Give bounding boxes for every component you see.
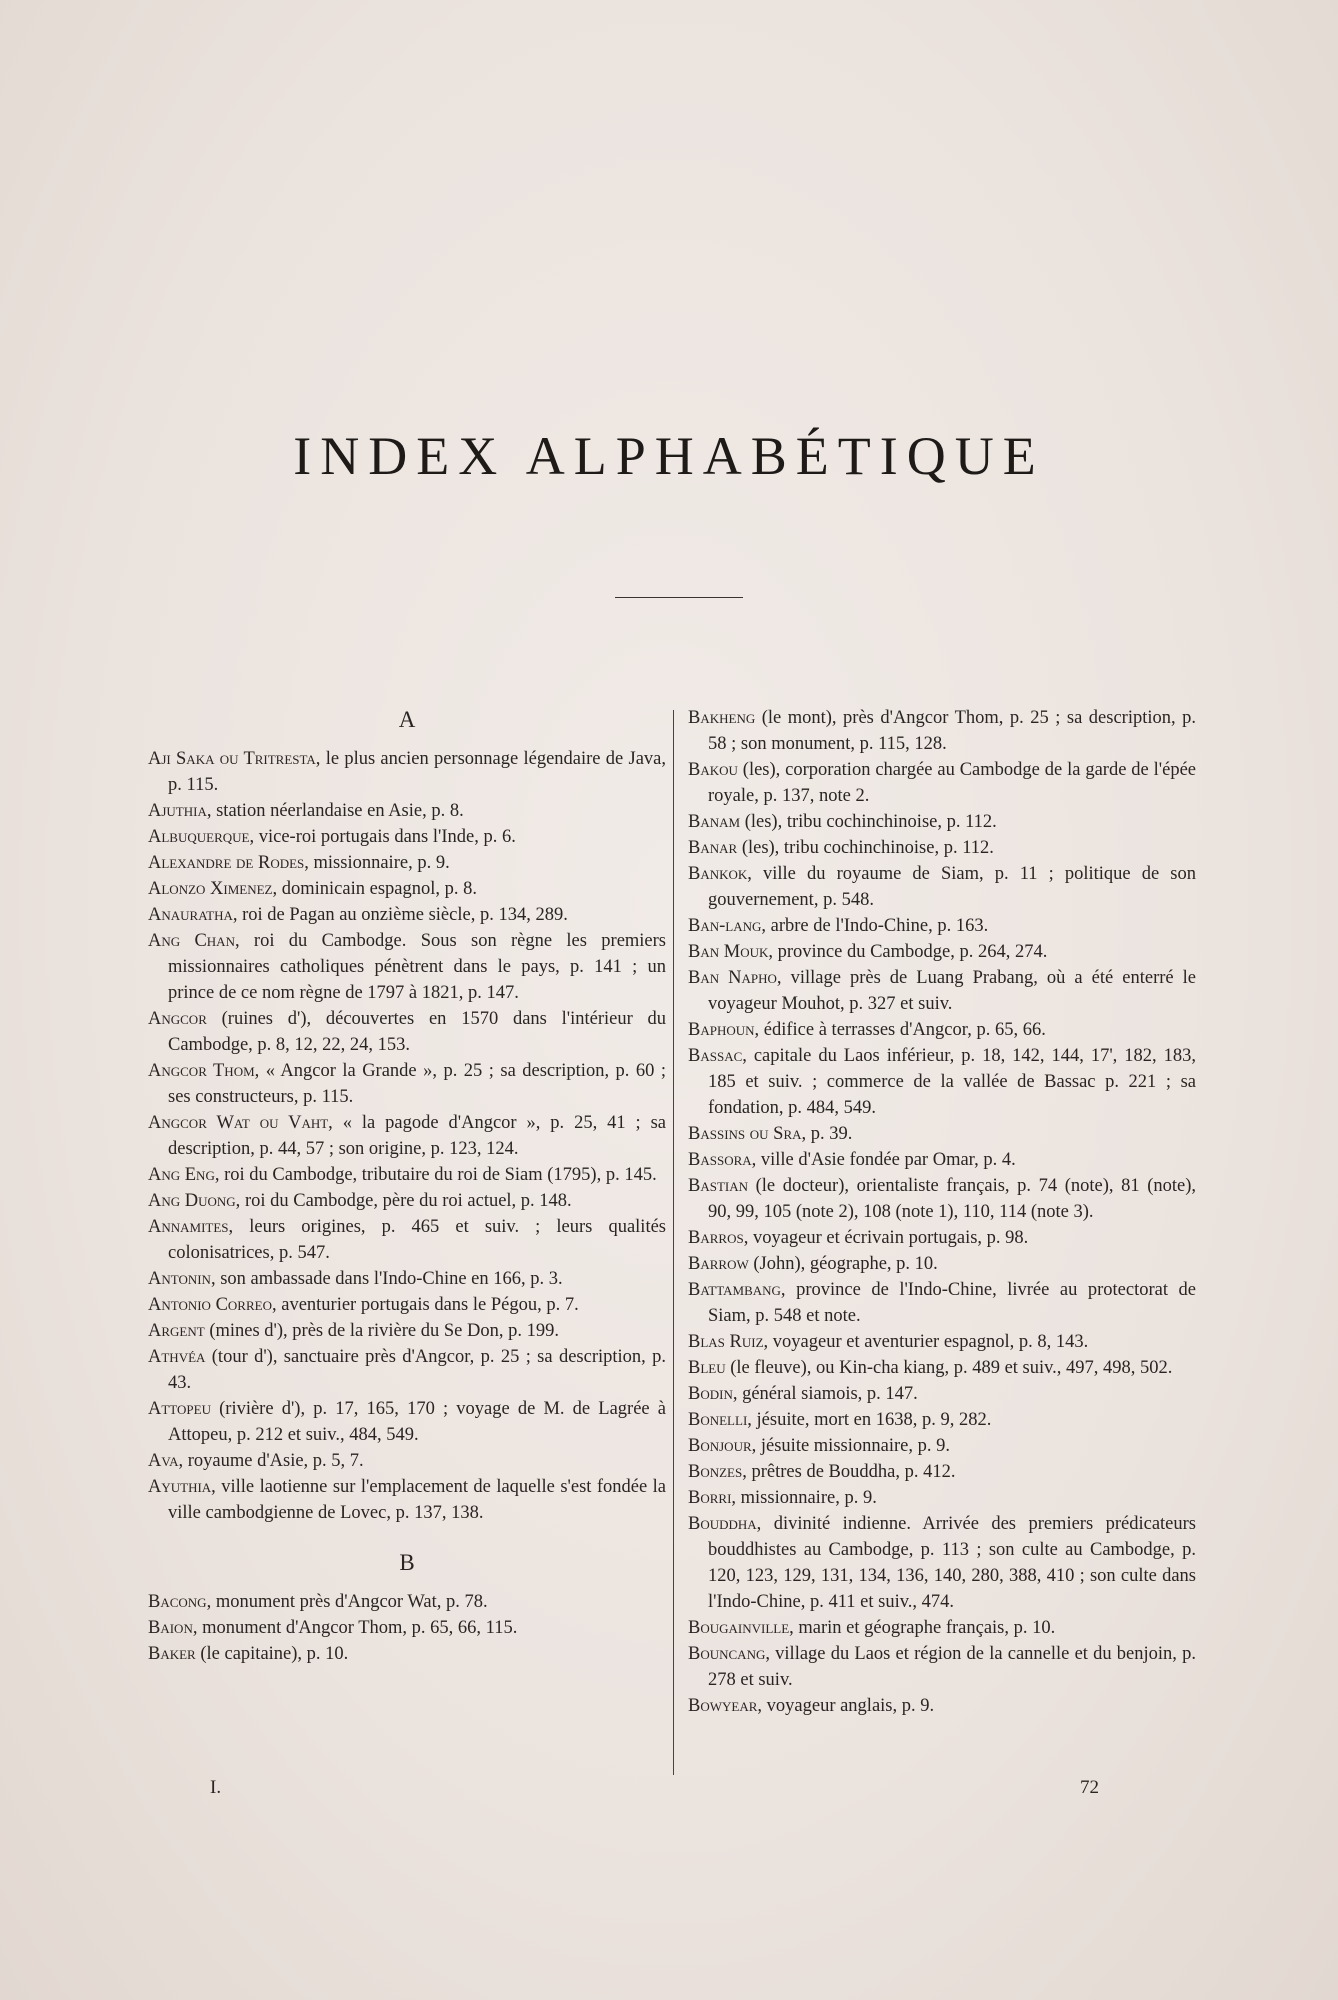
entry-text: roi du Cambodge. Sous son règne les premiers missionnaires catholiques pénètrent dans le pays, p. 141 ; un prince de ce nom règne de 1797 à 1821, p. 147. — [168, 931, 667, 1003]
entry-text: général siamois, p. 147. — [737, 1384, 918, 1404]
index-entry — [688, 1459, 1196, 1485]
page-title: INDEX ALPHABÉTIQUE — [293, 426, 1045, 486]
entry-text: (les), corporation chargée au Cambodge de la garde de l'épée royale, p. 137, note 2. — [708, 760, 1196, 806]
entry-headword: Angcor — [148, 1009, 207, 1029]
entry-headword: Bouncang, — [688, 1644, 770, 1664]
entry-headword: Bleu — [688, 1358, 726, 1378]
entry-headword: Athvéa — [148, 1347, 206, 1367]
entry-text: prêtres de Bouddha, p. 412. — [746, 1462, 956, 1482]
entry-headword: Bonzes, — [688, 1462, 747, 1482]
entry-headword: Bassac, — [688, 1046, 747, 1066]
index-entry — [688, 861, 1196, 913]
index-entry — [688, 1017, 1196, 1043]
entry-text: (mines d'), près de la rivière du Se Don, p. 199. — [204, 1321, 559, 1341]
entry-headword: Bakou — [688, 760, 738, 780]
entry-text: p. 39. — [806, 1124, 853, 1144]
volume-mark: I. — [210, 1777, 222, 1798]
right-column — [688, 705, 1196, 1719]
index-entry — [148, 798, 666, 824]
entry-headword: Baker — [148, 1644, 196, 1664]
entry-headword: Antonio Correo, — [148, 1295, 277, 1315]
index-entry — [148, 928, 666, 1006]
column-divider — [673, 710, 674, 1775]
entry-headword: Banam — [688, 812, 741, 832]
entry-headword: Ajuthia, — [148, 801, 212, 821]
index-entry — [148, 1474, 666, 1526]
entry-text: aventurier portugais dans le Pégou, p. 7. — [276, 1295, 579, 1315]
index-entry — [688, 939, 1196, 965]
entry-headword: Annamites, — [148, 1217, 234, 1237]
entry-text: village près de Luang Prabang, où a été enterré le voyageur Mouhot, p. 327 et suiv. — [708, 968, 1196, 1014]
entries-b-left — [148, 1589, 666, 1667]
index-entry — [148, 1396, 666, 1448]
index-entry — [148, 1266, 666, 1292]
entry-text: édifice à terrasses d'Angcor, p. 65, 66. — [759, 1020, 1046, 1040]
entry-headword: Angcor Thom, — [148, 1061, 260, 1081]
index-entry — [148, 1448, 666, 1474]
entry-headword: Aji Saka ou Tritresta, — [148, 749, 321, 769]
entry-text: « Angcor la Grande », p. 25 ; sa description, p. 60 ; ses constructeurs, p. 115. — [168, 1061, 666, 1107]
entry-text: vice-roi portugais dans l'Inde, p. 6. — [254, 827, 516, 847]
entry-headword: Baion, — [148, 1618, 198, 1638]
index-entry — [688, 1147, 1196, 1173]
entry-headword: Ayuthia, — [148, 1477, 216, 1497]
entry-headword: Ban-lang, — [688, 916, 767, 936]
entry-headword: Bacong, — [148, 1592, 212, 1612]
index-entry — [148, 1214, 666, 1266]
entry-text: ville d'Asie fondée par Omar, p. 4. — [756, 1150, 1016, 1170]
entry-text: marin et géographe français, p. 10. — [793, 1618, 1056, 1638]
index-entry — [688, 1485, 1196, 1511]
index-entry — [688, 1381, 1196, 1407]
entry-text: dominicain espagnol, p. 8. — [277, 879, 477, 899]
entry-headword: Ang Duong, — [148, 1191, 241, 1211]
entry-text: jésuite missionnaire, p. 9. — [756, 1436, 950, 1456]
entry-text: (rivière d'), p. 17, 165, 170 ; voyage de M. de Lagrée à Attopeu, p. 212 et suiv., 484, 549. — [168, 1399, 666, 1445]
entry-headword: Barrow — [688, 1254, 749, 1274]
entry-text: ville laotienne sur l'emplacement de laquelle s'est fondée la ville cambodgienne de Lovec, p. 137, 138. — [168, 1477, 666, 1523]
index-entry — [148, 850, 666, 876]
entry-text: province du Cambodge, p. 264, 274. — [772, 942, 1048, 962]
index-entry — [148, 1110, 666, 1162]
entry-text: roi de Pagan au onzième siècle, p. 134, 289. — [237, 905, 568, 925]
entry-headword: Bonelli, — [688, 1410, 752, 1430]
entry-headword: Bonjour, — [688, 1436, 757, 1456]
entry-headword: Angcor Wat ou Vaht, — [148, 1113, 333, 1133]
entry-headword: Bakheng — [688, 708, 756, 728]
entry-text: (le capitaine), p. 10. — [195, 1644, 349, 1664]
index-entry — [688, 1121, 1196, 1147]
entry-text: missionnaire, p. 9. — [308, 853, 450, 873]
entry-text: roi du Cambodge, père du roi actuel, p. 148. — [240, 1191, 572, 1211]
index-entry — [688, 1277, 1196, 1329]
entry-text: (tour d'), sanctuaire près d'Angcor, p. 25 ; sa description, p. 43. — [168, 1347, 666, 1393]
index-entry — [148, 1344, 666, 1396]
entry-headword: Bankok, — [688, 864, 752, 884]
entry-headword: Bassins ou Sra, — [688, 1124, 807, 1144]
index-entry — [688, 1173, 1196, 1225]
entry-text: royaume d'Asie, p. 5, 7. — [183, 1451, 364, 1471]
entry-headword: Bowyear, — [688, 1696, 763, 1716]
entry-text: monument d'Angcor Thom, p. 65, 66, 115. — [197, 1618, 518, 1638]
index-entry — [688, 705, 1196, 757]
index-entry — [148, 1058, 666, 1110]
index-entry — [688, 835, 1196, 861]
entry-headword: Attopeu — [148, 1399, 211, 1419]
entry-headword: Bougainville, — [688, 1618, 794, 1638]
entry-headword: Ava, — [148, 1451, 184, 1471]
index-entry — [688, 1433, 1196, 1459]
index-entry — [148, 1188, 666, 1214]
signature-number: 72 — [1080, 1777, 1099, 1798]
entry-text: missionnaire, p. 9. — [736, 1488, 877, 1508]
entry-text: (John), géographe, p. 10. — [748, 1254, 938, 1274]
section-letter-a: A — [398, 707, 416, 732]
entry-text: (les), tribu cochinchinoise, p. 112. — [737, 838, 994, 858]
index-entry — [148, 1641, 666, 1667]
entry-headword: Battambang, — [688, 1280, 786, 1300]
entry-headword: Alonzo Ximenez, — [148, 879, 278, 899]
index-entry — [148, 1318, 666, 1344]
entry-headword: Alexandre de Rodes, — [148, 853, 309, 873]
index-entry — [148, 1162, 666, 1188]
index-entry — [688, 1407, 1196, 1433]
index-entry — [688, 809, 1196, 835]
entry-text: le plus ancien personnage légendaire de Java, p. 115. — [168, 749, 666, 795]
entry-headword: Ang Chan, — [148, 931, 240, 951]
index-entry — [688, 913, 1196, 939]
index-entry — [688, 1329, 1196, 1355]
entry-headword: Bassora, — [688, 1150, 757, 1170]
entry-headword: Ban Mouk, — [688, 942, 773, 962]
entry-text: village du Laos et région de la cannelle et du benjoin, p. 278 et suiv. — [708, 1644, 1196, 1690]
index-entry — [148, 1589, 666, 1615]
section-letter-b: B — [399, 1550, 415, 1575]
index-entry — [688, 757, 1196, 809]
entry-headword: Bastian — [688, 1176, 749, 1196]
entry-text: roi du Cambodge, tributaire du roi de Siam (1795), p. 145. — [219, 1165, 657, 1185]
entry-headword: Baphoun, — [688, 1020, 760, 1040]
index-entry — [148, 902, 666, 928]
index-entry — [148, 746, 666, 798]
entry-text: son ambassade dans l'Indo-Chine en 166, p. 3. — [215, 1269, 563, 1289]
entry-text: jésuite, mort en 1638, p. 9, 282. — [751, 1410, 992, 1430]
index-entry — [688, 1693, 1196, 1719]
index-entry — [148, 1615, 666, 1641]
entry-text: station néerlandaise en Asie, p. 8. — [211, 801, 464, 821]
entry-text: voyageur et écrivain portugais, p. 98. — [748, 1228, 1029, 1248]
index-entry — [148, 1006, 666, 1058]
entry-headword: Banar — [688, 838, 738, 858]
entry-headword: Bodin, — [688, 1384, 738, 1404]
index-entry — [148, 1292, 666, 1318]
index-entry — [148, 876, 666, 902]
entry-text: (les), tribu cochinchinoise, p. 112. — [740, 812, 997, 832]
title-rule — [615, 597, 743, 598]
entry-text: voyageur et aventurier espagnol, p. 8, 143. — [768, 1332, 1089, 1352]
entry-headword: Ang Eng, — [148, 1165, 220, 1185]
entry-text: voyageur anglais, p. 9. — [762, 1696, 935, 1716]
entry-text: (le mont), près d'Angcor Thom, p. 25 ; sa description, p. 58 ; son monument, p. 115, 128. — [708, 708, 1196, 754]
index-entry — [148, 824, 666, 850]
entry-text: leurs origines, p. 465 et suiv. ; leurs qualités colonisatrices, p. 547. — [168, 1217, 666, 1263]
entry-text: ville du royaume de Siam, p. 11 ; politique de son gouvernement, p. 548. — [708, 864, 1196, 910]
entry-text: capitale du Laos inférieur, p. 18, 142, 144, 17', 182, 183, 185 et suiv. ; commerce de la vallée de Bassac p. 221 ; sa fondation, p. 484, 549. — [708, 1046, 1196, 1118]
index-entry — [688, 1511, 1196, 1615]
left-column — [148, 705, 666, 1667]
entry-headword: Borri, — [688, 1488, 737, 1508]
index-entry — [688, 1225, 1196, 1251]
entry-text: province de l'Indo-Chine, livrée au protectorat de Siam, p. 548 et note. — [708, 1280, 1196, 1326]
entry-headword: Bouddha, — [688, 1514, 762, 1534]
index-entry — [688, 1043, 1196, 1121]
index-entry — [688, 1251, 1196, 1277]
entry-headword: Anauratha, — [148, 905, 238, 925]
entry-text: divinité indienne. Arrivée des premiers prédicateurs bouddhistes au Cambodge, p. 113 ; son culte au Cambodge, p. 120, 123, 129, 131, 134, 136, 140, 280, 388, 410 ; son culte dans l'Indo-Chine, p. 411 et suiv., 474. — [708, 1514, 1196, 1612]
entry-headword: Barros, — [688, 1228, 749, 1248]
entry-headword: Blas Ruiz, — [688, 1332, 769, 1352]
entry-text: arbre de l'Indo-Chine, p. 163. — [766, 916, 989, 936]
entry-headword: Albuquerque, — [148, 827, 255, 847]
entry-headword: Antonin, — [148, 1269, 216, 1289]
entry-headword: Argent — [148, 1321, 205, 1341]
index-entry — [688, 965, 1196, 1017]
entry-text: (le docteur), orientaliste français, p. 74 (note), 81 (note), 90, 99, 105 (note 2), 108 (note 1), 110, 114 (note 3). — [708, 1176, 1196, 1222]
entry-text: (ruines d'), découvertes en 1570 dans l'intérieur du Cambodge, p. 8, 12, 22, 24, 153. — [168, 1009, 666, 1055]
entries-b-right — [688, 705, 1196, 1719]
index-entry — [688, 1355, 1196, 1381]
index-entry — [688, 1641, 1196, 1693]
entries-a — [148, 746, 666, 1526]
entry-text: (le fleuve), ou Kin-cha kiang, p. 489 et suiv., 497, 498, 502. — [725, 1358, 1173, 1378]
entry-headword: Ban Napho, — [688, 968, 782, 988]
entry-text: « la pagode d'Angcor », p. 25, 41 ; sa description, p. 44, 57 ; son origine, p. 123, 124. — [168, 1113, 667, 1159]
index-entry — [688, 1615, 1196, 1641]
entry-text: monument près d'Angcor Wat, p. 78. — [211, 1592, 488, 1612]
